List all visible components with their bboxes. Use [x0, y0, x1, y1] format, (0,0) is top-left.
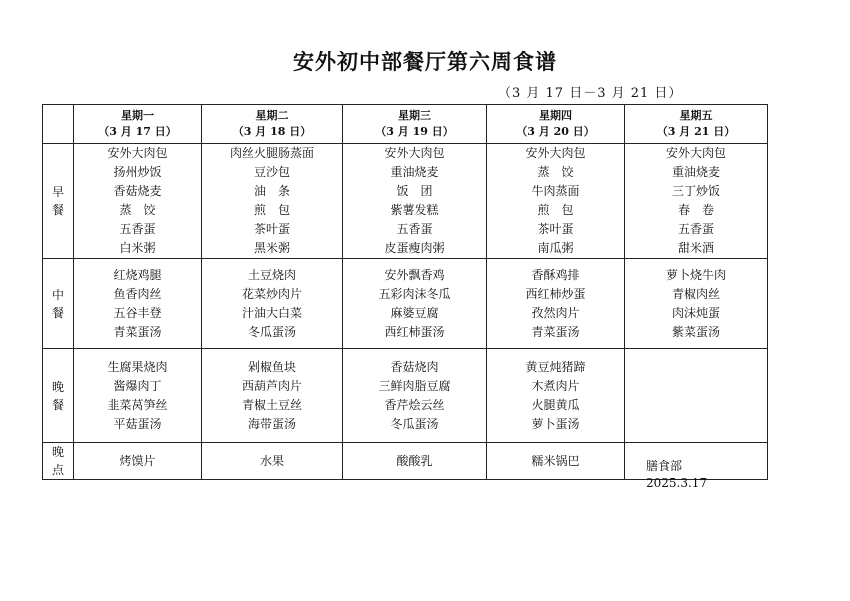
- weekly-menu-table: [42, 104, 768, 480]
- dish-item: 韭菜莴笋丝: [107, 397, 168, 412]
- dish-item: 汁油大白菜: [241, 305, 302, 320]
- dish-item: 三鲜肉脂豆腐: [378, 378, 451, 393]
- meal-label-char: 餐: [51, 397, 64, 412]
- meal-label-char: 点: [51, 463, 64, 477]
- menu-cell: [343, 349, 487, 443]
- day-name: 星期一: [121, 109, 154, 122]
- dish-item: 安外大肉包: [665, 146, 726, 160]
- dish-item: 红烧鸡腿: [113, 267, 162, 282]
- department-name: 膳食部: [646, 459, 683, 473]
- meal-label-char: 餐: [51, 203, 64, 217]
- menu-cell: [202, 443, 343, 480]
- dish-item: 冬瓜蛋汤: [390, 416, 439, 431]
- dish-item: 甜米酒: [677, 241, 714, 255]
- menu-cell: [343, 144, 487, 259]
- dish-item: 皮蛋瘦肉粥: [384, 241, 445, 255]
- dish-item: 安外大肉包: [525, 146, 586, 160]
- day-date: （3 月 21 日）: [656, 125, 736, 138]
- menu-cell: [625, 144, 768, 259]
- day-date: （3 月 17 日）: [98, 125, 177, 138]
- dish-item: 牛肉蒸面: [531, 184, 580, 198]
- dish-item: 青椒土豆丝: [241, 397, 302, 412]
- dish-item: 萝卜蛋汤: [531, 416, 580, 431]
- dish-item: 茶叶蛋: [253, 222, 290, 236]
- dish-item: 花菜炒肉片: [241, 286, 302, 301]
- day-header-thursday: [487, 105, 625, 144]
- dish-item: 白米粥: [119, 241, 156, 255]
- dish-item: 煎 包: [253, 203, 290, 217]
- dish-item: 紫薯发糕: [390, 203, 439, 217]
- meal-label-char: 餐: [51, 305, 64, 320]
- dish-item: 土豆烧肉: [247, 267, 296, 282]
- header-row: [43, 105, 768, 144]
- dish-item: 酱爆肉丁: [113, 378, 162, 393]
- dish-item: 重油烧麦: [671, 165, 720, 179]
- dish-item: 南瓜粥: [537, 241, 574, 255]
- dish-item: 糯米锅巴: [531, 454, 580, 468]
- menu-cell: [74, 144, 202, 259]
- meal-label-char: 中: [51, 287, 64, 302]
- dish-item: 紫菜蛋汤: [671, 324, 720, 339]
- day-name: 星期二: [255, 109, 289, 122]
- day-header-friday: [625, 105, 768, 144]
- dish-item: 麻婆豆腐: [390, 305, 439, 320]
- menu-cell: [202, 144, 343, 259]
- dish-item: 平菇蛋汤: [113, 416, 162, 431]
- menu-cell: [74, 349, 202, 443]
- dish-item: 三丁炒饭: [671, 184, 720, 198]
- day-header-tuesday: [202, 105, 343, 144]
- day-header-monday: [74, 105, 202, 144]
- dish-item: 香芹烩云丝: [384, 397, 445, 412]
- dish-item: 西红柿蛋汤: [384, 324, 445, 339]
- day-date: （3 月 20 日）: [516, 125, 595, 138]
- dish-item: 香酥鸡排: [531, 267, 580, 282]
- dish-item: 蒸 饺: [119, 203, 156, 217]
- dish-item: 蒸 饺: [537, 165, 574, 179]
- dish-item: 安外大肉包: [384, 146, 445, 160]
- menu-cell: [343, 443, 487, 480]
- day-date: （3 月 18 日）: [232, 125, 312, 138]
- day-name: 星期三: [398, 109, 431, 122]
- corner-cell: [43, 105, 74, 144]
- menu-cell: [487, 443, 625, 480]
- dish-item: 油 条: [253, 184, 290, 198]
- menu-cell: [487, 144, 625, 259]
- date-range-subtitle: （3 月 17 日－3 月 21 日）: [498, 86, 683, 101]
- meal-label: [43, 259, 74, 349]
- dish-item: 青椒肉丝: [671, 286, 720, 301]
- dish-item: 孜然肉片: [531, 305, 580, 320]
- meal-label-char: 早: [51, 185, 64, 199]
- dish-item: 重油烧麦: [390, 165, 439, 179]
- menu-cell: [202, 259, 343, 349]
- dish-item: 饭 团: [396, 184, 433, 198]
- dish-item: 青菜蛋汤: [531, 324, 580, 339]
- dish-item: 烤馍片: [119, 454, 156, 468]
- meal-row: [43, 259, 768, 349]
- meal-label: [43, 144, 74, 259]
- dish-item: 黑米粥: [253, 241, 290, 255]
- dish-item: 扬州炒饭: [113, 165, 162, 179]
- menu-cell: [625, 259, 768, 349]
- dish-item: 海带蛋汤: [247, 416, 296, 431]
- dish-item: 酸酸乳: [396, 454, 433, 468]
- dish-item: 火腿黄瓜: [531, 397, 580, 412]
- dish-item: 萝卜烧牛肉: [665, 267, 726, 282]
- dish-item: 西红柿炒蛋: [525, 286, 586, 301]
- dish-item: 鱼香肉丝: [113, 286, 162, 301]
- meal-label-char: 晚: [51, 379, 64, 394]
- dish-item: 茶叶蛋: [537, 222, 574, 236]
- meal-label: [43, 349, 74, 443]
- dish-item: 安外大肉包: [107, 146, 168, 160]
- dish-item: 煎 包: [537, 203, 574, 217]
- menu-cell: [625, 349, 768, 443]
- meal-label-char: 晚: [51, 445, 64, 459]
- dish-item: 肉沫炖蛋: [671, 305, 720, 320]
- dish-item: 豆沙包: [253, 165, 290, 179]
- dish-item: 五香蛋: [677, 222, 714, 236]
- dish-item: 五谷丰登: [113, 305, 162, 320]
- day-date: （3 月 19 日）: [375, 125, 454, 138]
- dish-item: 香菇烧麦: [113, 184, 162, 198]
- dish-item: 安外飘香鸡: [384, 267, 445, 282]
- day-name: 星期四: [539, 109, 572, 122]
- dish-item: 青菜蛋汤: [113, 324, 162, 339]
- dish-item: 木煮肉片: [531, 378, 580, 393]
- menu-cell: [487, 349, 625, 443]
- dish-item: 五香蛋: [396, 222, 433, 236]
- meal-row: [43, 349, 768, 443]
- dish-item: 剁椒鱼块: [247, 359, 296, 374]
- menu-cell: [74, 259, 202, 349]
- meal-label: [43, 443, 74, 480]
- meal-row: [43, 144, 768, 259]
- dish-item: 香菇烧肉: [390, 359, 439, 374]
- dish-item: 春 卷: [677, 203, 714, 217]
- day-header-wednesday: [343, 105, 487, 144]
- menu-cell: [343, 259, 487, 349]
- menu-cell: [74, 443, 202, 480]
- dish-item: 五彩肉沫冬瓜: [378, 286, 451, 301]
- dish-item: 水果: [259, 454, 284, 468]
- signature-block: [646, 458, 707, 492]
- menu-cell: [202, 349, 343, 443]
- issue-date: 2025.3.17: [646, 476, 708, 490]
- dish-item: 西葫芦肉片: [241, 378, 302, 393]
- dish-item: 黄豆炖猪蹄: [525, 359, 586, 374]
- menu-cell: [487, 259, 625, 349]
- dish-item: 五香蛋: [119, 222, 156, 236]
- dish-item: 生腐果烧肉: [107, 359, 168, 374]
- dish-item: 冬瓜蛋汤: [247, 324, 296, 339]
- page-title: 安外初中部餐厅第六周食谱: [293, 50, 557, 74]
- dish-item: 肉丝火腿肠蒸面: [229, 146, 314, 160]
- day-name: 星期五: [679, 109, 713, 122]
